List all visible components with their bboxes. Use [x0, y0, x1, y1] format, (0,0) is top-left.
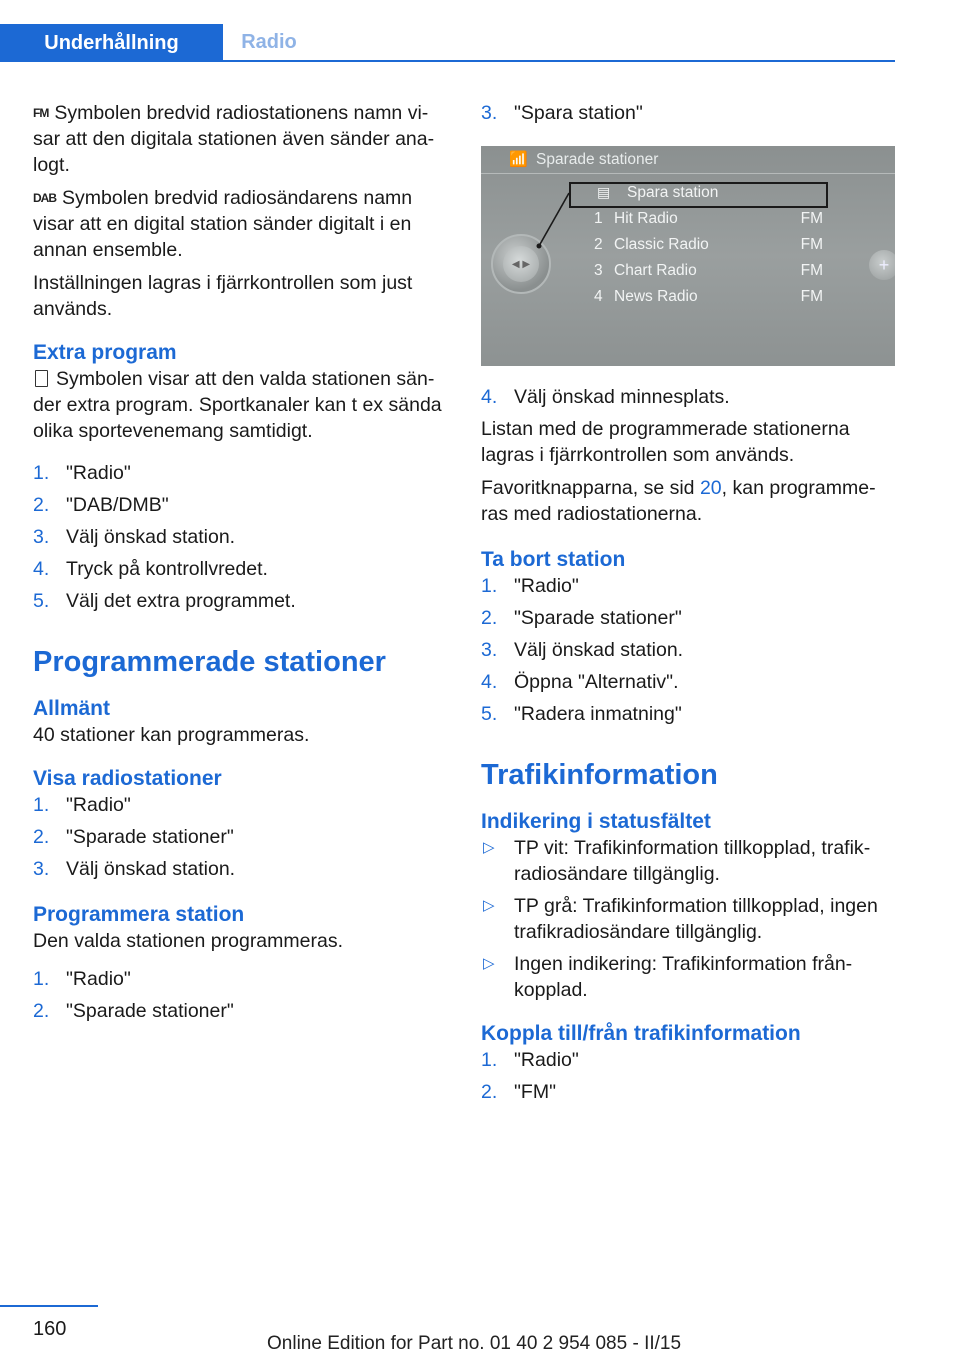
- tab-underhallning[interactable]: Underhållning: [0, 24, 223, 62]
- footer-rule: [0, 1305, 98, 1307]
- page-number: 160: [33, 1318, 67, 1340]
- header-rule: [0, 60, 895, 62]
- list-item: 1. "Radio": [33, 462, 131, 484]
- delete-station-heading: Ta bort station: [481, 548, 626, 571]
- program-station-heading: Programmera station: [33, 903, 245, 926]
- list-item: 1. "Radio": [33, 794, 131, 816]
- list-item: 3. Välj önskad station.: [33, 858, 236, 880]
- general-paragraph: 40 stationer kan programmeras.: [33, 724, 310, 746]
- toggle-traffic-steps: [481, 1047, 895, 1105]
- triangle-bullet-icon: ▷: [483, 897, 495, 914]
- triangle-bullet-icon: ▷: [483, 955, 495, 972]
- show-stations-heading: Visa radiostationer: [33, 767, 222, 790]
- dab-symbol-paragraph: DAB Symbolen bredvid radiosändarens namn visar att en digital station sänder digitalt i en annan ensemble.: [33, 187, 413, 261]
- tab-radio[interactable]: Radio: [241, 30, 297, 53]
- list-item: 4. Tryck på kontrollvredet.: [33, 558, 268, 580]
- right-column: [481, 100, 895, 1111]
- idrive-screen-image: [481, 146, 895, 366]
- station-row: 4 News Radio: [594, 288, 698, 305]
- extra-program-heading: Extra program: [33, 341, 177, 364]
- save-step-4: [481, 384, 895, 410]
- fm-symbol-icon: FM: [33, 106, 49, 120]
- favorites-paragraph: Favoritknapparna, se sid 20, kan programmeras med radiostationerna.: [481, 477, 876, 525]
- list-item: 1. "Radio": [481, 1049, 579, 1071]
- list-item: 1. "Radio": [481, 575, 579, 597]
- extra-program-icon: [35, 370, 48, 387]
- station-band: FM: [800, 262, 823, 279]
- save-station-icon: ▤: [597, 184, 611, 200]
- fm-symbol-paragraph: FM Symbolen bredvid radiostationens namn visar att den digitala stationen även sänder analogt.: [33, 102, 435, 176]
- list-item: 4. Öppna "Alternativ".: [481, 671, 679, 693]
- page-link-20[interactable]: 20: [699, 477, 722, 499]
- status-indication-list: [481, 835, 895, 1003]
- status-indication-heading: Indikering i statusfältet: [481, 810, 711, 833]
- station-row: 3 Chart Radio: [594, 262, 697, 279]
- program-station-steps: [33, 966, 448, 1024]
- list-item: 4. Välj önskad minnesplats.: [481, 386, 730, 408]
- station-row: 2 Classic Radio: [594, 236, 709, 253]
- station-band: FM: [800, 210, 823, 227]
- save-station-label: Spara station: [627, 184, 719, 201]
- screen-title: Sparade stationer: [536, 151, 659, 168]
- list-item: 2. "DAB/DMB": [33, 494, 169, 516]
- station-band: FM: [800, 236, 823, 253]
- traffic-info-heading: Trafikinformation: [481, 759, 718, 791]
- left-column: [33, 100, 448, 1030]
- list-item: 5. Välj det extra programmet.: [33, 590, 296, 612]
- list-item: 3. "Spara station": [481, 102, 643, 124]
- station-band: FM: [800, 288, 823, 305]
- save-step-3: [481, 100, 895, 126]
- extra-program-paragraph: Symbolen visar att den valda stationen sänder extra program. Sportkanaler kan t ex sända olika sportevenemang samtidigt.: [33, 368, 442, 442]
- extra-program-steps: [33, 460, 448, 614]
- list-item: 1. "Radio": [33, 968, 131, 990]
- plus-icon: +: [869, 250, 895, 280]
- dab-symbol-icon: DAB: [33, 191, 56, 205]
- list-item: 2. "Sparade stationer": [33, 826, 234, 848]
- settings-paragraph: Inställningen lagras i fjärrkontrollen som just används.: [33, 272, 413, 320]
- list-item: 3. Välj önskad station.: [481, 639, 684, 661]
- list-paragraph: Listan med de programmerade stationerna lagras i fjärrkontrollen som används.: [481, 418, 850, 466]
- delete-station-steps: [481, 573, 895, 727]
- station-row: 1 Hit Radio: [594, 210, 678, 227]
- pointer-line: [481, 146, 895, 366]
- list-item: 2. "Sparade stationer": [33, 1000, 234, 1022]
- programmed-stations-heading: Programmerade stationer: [33, 646, 386, 678]
- triangle-bullet-icon: ▷: [483, 839, 495, 856]
- list-item: ▷ TP vit: Trafikinformation tillkopplad, trafikradiosändare tillgänglig.: [483, 837, 871, 885]
- program-station-paragraph: Den valda stationen programmeras.: [33, 930, 343, 952]
- list-item: ▷ Ingen indikering: Trafikinformation frånkopplad.: [483, 953, 853, 1001]
- toggle-traffic-heading: Koppla till/från trafikinformation: [481, 1022, 801, 1045]
- list-item: 2. "Sparade stationer": [481, 607, 682, 629]
- list-item: 3. Välj önskad station.: [33, 526, 236, 548]
- show-stations-steps: [33, 792, 448, 882]
- list-item: 2. "FM": [481, 1081, 556, 1103]
- list-item: 5. "Radera inmatning": [481, 703, 682, 725]
- antenna-icon: 📶: [509, 151, 528, 168]
- general-heading: Allmänt: [33, 697, 111, 720]
- header-tabs: [0, 24, 895, 62]
- list-item: ▷ TP grå: Trafikinformation tillkopplad, ingen trafikradiosändare tillgänglig.: [483, 895, 878, 943]
- controller-arrows-icon: ◀ ▶: [503, 246, 539, 282]
- edition-text: Online Edition for Part no. 01 40 2 954 085 - II/15: [267, 1333, 682, 1354]
